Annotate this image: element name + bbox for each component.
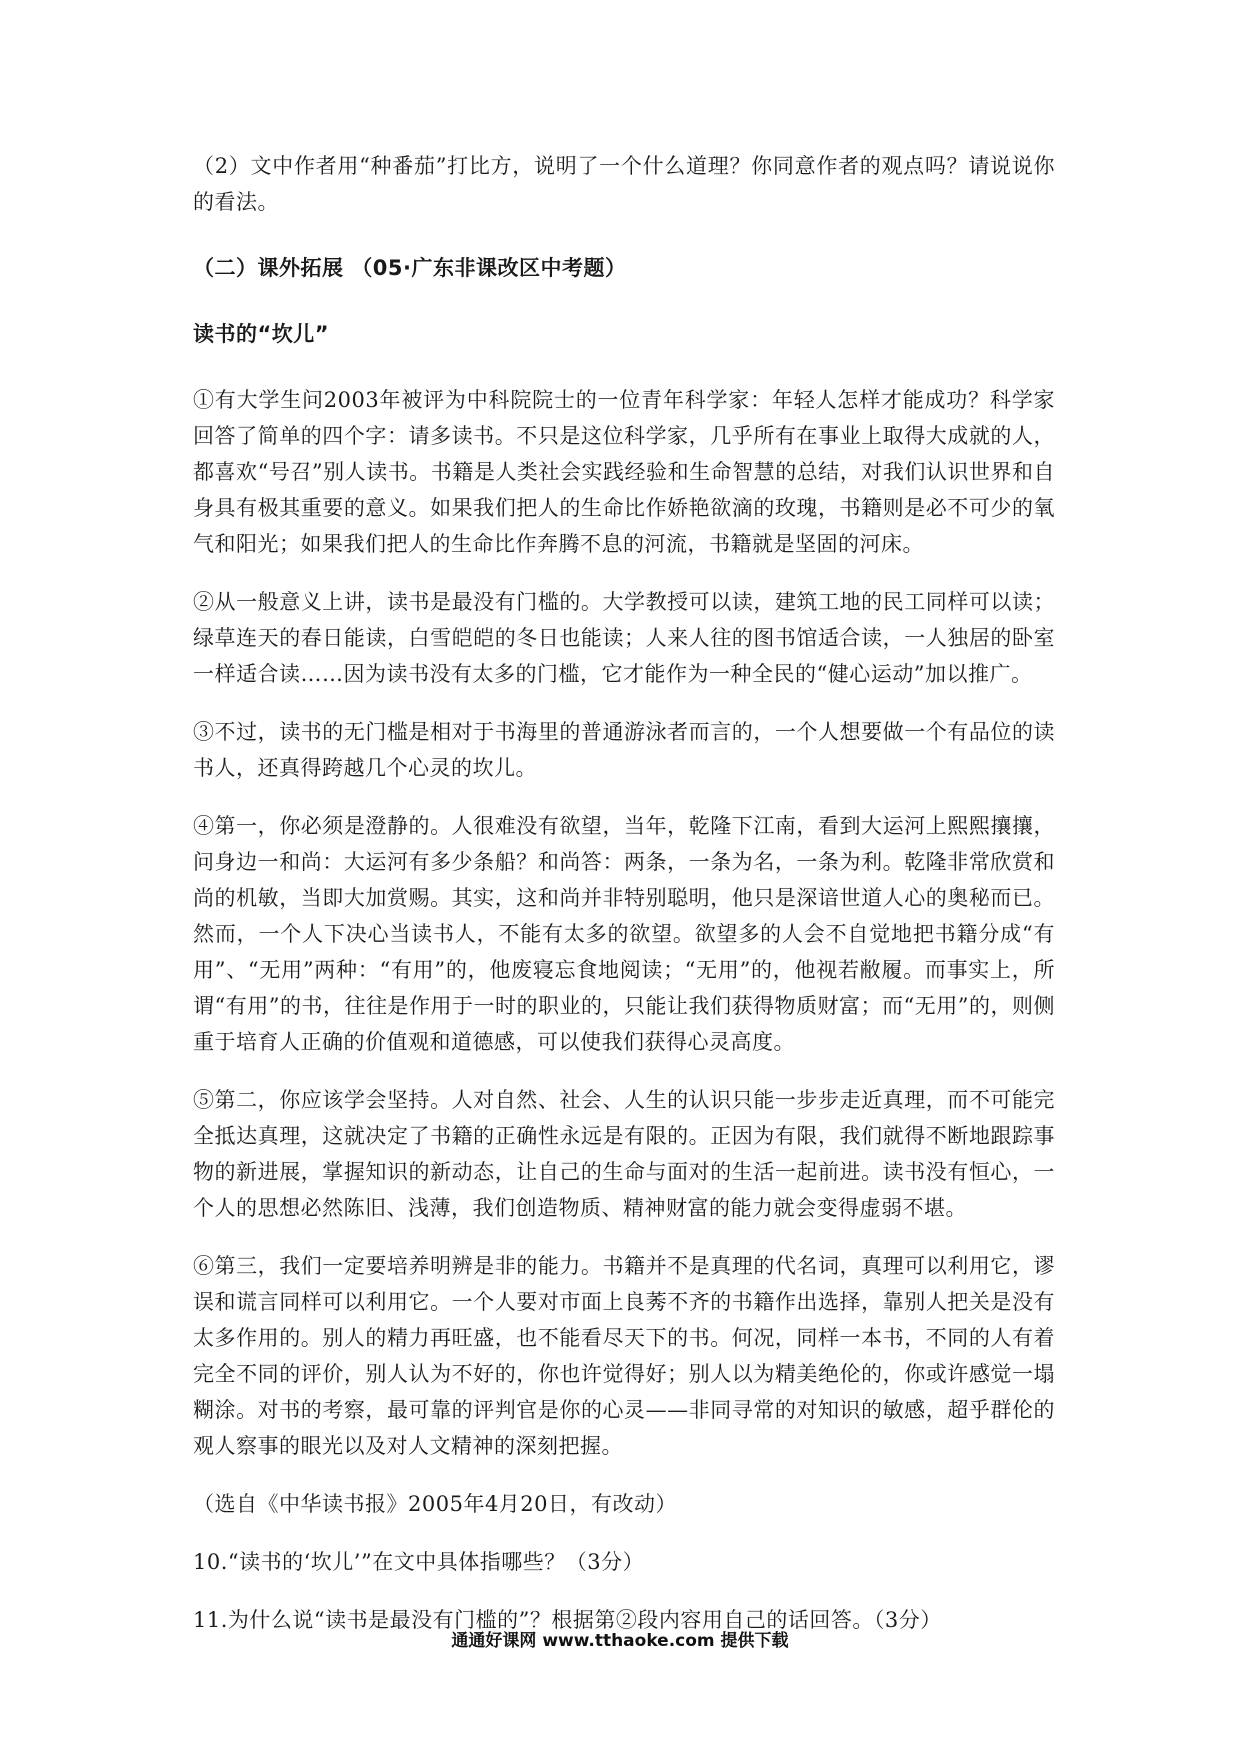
paragraph-4: ④第一，你必须是澄静的。人很难没有欲望，当年，乾隆下江南，看到大运河上熙熙攘攘，问身边一和尚：大运河有多少条船？和尚答：两条，一条为名，一条为利。乾隆非常欣赏和尚的机敏，当即大加赏赐。其实，这和尚并非特别聪明，他只是深谙世道人心的奥秘而已。然而，一个人下决心当读书人，不能有太多的欲望。欲望多的人会不自觉地把书籍分成“有用”、“无用”两种：“有用”的，他废寝忘食地阅读；“无用”的，他视若敝履。而事实上，所谓“有用”的书，往往是作用于一时的职业的，只能让我们获得物质财富；而“无用”的，则侧重于培育人正确的价值观和道德感，可以使我们获得心灵高度。 bbox=[193, 814, 1055, 1054]
question-10: 10.“读书的‘坎儿’”在文中具体指哪些？（3分） bbox=[193, 1550, 645, 1574]
question-11: 11.为什么说“读书是最没有门槛的”？根据第②段内容用自己的话回答。（3分） bbox=[193, 1608, 942, 1632]
source-citation: （选自《中华读书报》2005年4月20日，有改动） bbox=[193, 1492, 678, 1516]
article-title: 读书的“坎儿” bbox=[193, 322, 330, 346]
paragraph-6: ⑥第三，我们一定要培养明辨是非的能力。书籍并不是真理的代名词，真理可以利用它，谬误和谎言同样可以利用它。一个人要对市面上良莠不齐的书籍作出选择，靠别人把关是没有太多作用的。别人的精力再旺盛，也不能看尽天下的书。何况，同样一本书，不同的人有着完全不同的评价，别人认为不好的，你也许觉得好；别人以为精美绝伦的，你或许感觉一塌糊涂。对书的考察，最可靠的评判官是你的心灵——非同寻常的对知识的敏感，超乎群伦的观人察事的眼光以及对人文精神的深刻把握。 bbox=[193, 1254, 1055, 1458]
paragraph-2: ②从一般意义上讲，读书是最没有门槛的。大学教授可以读，建筑工地的民工同样可以读；绿草连天的春日能读，白雪皑皑的冬日也能读；人来人往的图书馆适合读，一人独居的卧室一样适合读……因为读书没有太多的门槛，它才能作为一种全民的“健心运动”加以推广。 bbox=[193, 590, 1055, 686]
question-2: （2）文中作者用“种番茄”打比方，说明了一个什么道理？你同意作者的观点吗？请说说你的看法。 bbox=[193, 154, 1055, 214]
paragraph-1: ①有大学生问2003年被评为中科院院士的一位青年科学家：年轻人怎样才能成功？科学家回答了简单的四个字：请多读书。不只是这位科学家，几乎所有在事业上取得大成就的人，都喜欢“号召”别人读书。书籍是人类社会实践经验和生命智慧的总结，对我们认识世界和自身具有极其重要的意义。如果我们把人的生命比作娇艳欲滴的玫瑰，书籍则是必不可少的氧气和阳光；如果我们把人的生命比作奔腾不息的河流，书籍就是坚固的河床。 bbox=[193, 388, 1055, 556]
paragraph-3: ③不过，读书的无门槛是相对于书海里的普通游泳者而言的，一个人想要做一个有品位的读书人，还真得跨越几个心灵的坎儿。 bbox=[193, 720, 1055, 780]
paragraph-5: ⑤第二，你应该学会坚持。人对自然、社会、人生的认识只能一步步走近真理，而不可能完全抵达真理，这就决定了书籍的正确性永远是有限的。正因为有限，我们就得不断地跟踪事物的新进展，掌握知识的新动态，让自己的生命与面对的生活一起前进。读书没有恒心，一个人的思想必然陈旧、浅薄，我们创造物质、精神财富的能力就会变得虚弱不堪。 bbox=[193, 1088, 1055, 1220]
footer-download-notice: 通通好课网 www.tthaoke.com 提供下载 bbox=[451, 1631, 789, 1651]
document-body bbox=[193, 148, 1055, 1638]
section-heading: （二）课外拓展 （05·广东非课改区中考题） bbox=[193, 256, 627, 280]
